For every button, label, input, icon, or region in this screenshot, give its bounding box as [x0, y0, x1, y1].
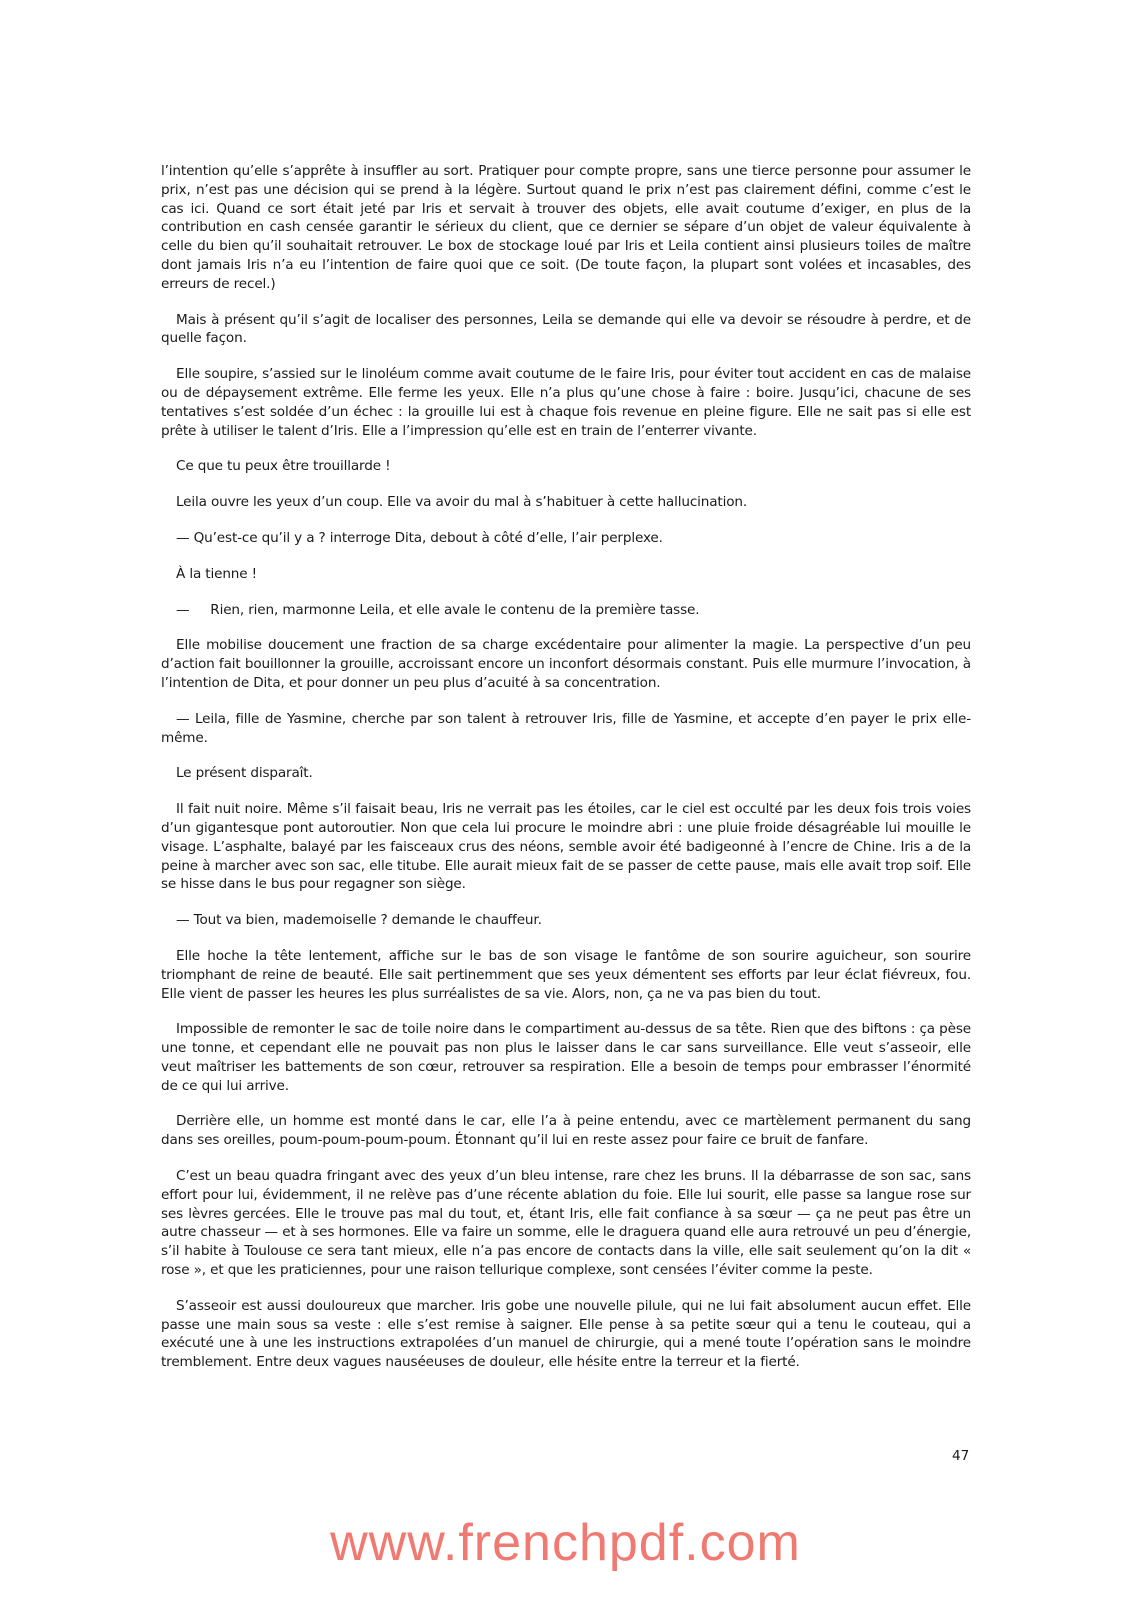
paragraph-1: l’intention qu’elle s’apprête à insuffler au sort. Pratiquer pour compte propre, sans une tierce personne pour assumer le prix, n’est pas une décision qui se prend à la légère. Surtout quand le prix n’est pas clairement défini, comme c’est le cas ici. Quand ce sort était jeté par Iris et servait à trouver des objets, elle avait coutume d’exiger, en plus de la contribution en cash censée garantir le sérieux du client, que ce dernier se sépare d’un objet de valeur équivalente à celle du bien qu’il souhaitait retrouver. Le box de stockage loué par Iris et Leila contient ainsi plusieurs toiles de maître dont jamais Iris n’a eu l’intention de faire quoi que ce soit. (De toute façon, la plupart sont volées et incasables, des erreurs de recel.) — [161, 163, 971, 292]
paragraph-9: Elle mobilise doucement une fraction de sa charge excédentaire pour alimenter la magie. La perspective d’un peu d’action fait bouillonner la grouille, accroissant encore un inconfort désormais constant. Puis elle murmure l’invocation, à l’intention de Dita, et pour donner un peu plus d’acuité à sa concentration. — [161, 637, 971, 691]
paragraph-13: — Tout va bien, mademoiselle ? demande le chauffeur. — [176, 912, 542, 929]
paragraph-4: Ce que tu peux être trouillarde ! — [176, 458, 391, 475]
paragraph-16: Derrière elle, un homme est monté dans le car, elle l’a à peine entendu, avec ce martèlement permanent du sang dans ses oreilles, poum-poum-poum-poum. Étonnant qu’il lui en reste assez pour faire ce bruit de fanfare. — [161, 1113, 971, 1149]
paragraph-2: Mais à présent qu’il s’agit de localiser des personnes, Leila se demande qui elle va devoir se résoudre à perdre, et de quelle façon. — [161, 311, 971, 347]
paragraph-3: Elle soupire, s’assied sur le linoléum comme avait coutume de le faire Iris, pour éviter tout accident en cas de malaise ou de dépaysement extrême. Elle ferme les yeux. Elle n’a plus qu’une chose à faire : boire. Jusqu’ici, chacune de ses tentatives s’est soldée d’un échec : la grouille lui est à chaque fois revenue en pleine figure. Elle ne sait pas si elle est prête à utiliser le talent d’Iris. Elle a l’impression qu’elle est en train de l’enterrer vivante. — [161, 366, 971, 439]
paragraph-6: — Qu’est-ce qu’il y a ? interroge Dita, debout à côté d’elle, l’air perplexe. — [176, 529, 663, 546]
paragraph-17: C’est un beau quadra fringant avec des yeux d’un bleu intense, rare chez les bruns. Il la débarrasse de son sac, sans effort pour lui, évidemment, il ne relève pas d’une récente ablation du foie. Elle lui sourit, elle passe sa langue rose sur ses lèvres gercées. Elle le trouve pas mal du tout, et, étant Iris, elle fait confiance à sa sœur — ça ne peut pas être un autre chasseur — et à ses hormones. Elle va faire un somme, elle le draguera quand elle aura retrouvé un peu d’énergie, s’il habite à Toulouse ce sera tant mieux, elle n’a pas encore de contacts dans la ville, elle sait seulement qu’on la dit « rose », et que les praticiennes, pour une raison tellurique complexe, sont censées l’éviter comme la peste. — [161, 1168, 971, 1279]
watermark-link[interactable]: www.frenchpdf.com — [330, 1514, 801, 1572]
paragraph-15: Impossible de remonter le sac de toile noire dans le compartiment au-dessus de sa tête. Rien que des biftons : ça pèse une tonne, et cependant elle ne pouvait pas non plus le laisser dans le car sans surveillance. Elle veut s’asseoir, elle veut maîtriser les battements de son cœur, retrouver sa respiration. Elle a besoin de temps pour embrasser l’énormité de ce qui lui arrive. — [161, 1021, 971, 1094]
paragraph-10: — Leila, fille de Yasmine, cherche par son talent à retrouver Iris, fille de Yasmine, et accepte d’en payer le prix elle-même. — [161, 710, 971, 746]
page-number: 47 — [952, 1448, 970, 1464]
paragraph-14: Elle hoche la tête lentement, affiche sur le bas de son visage le fantôme de son sourire aguicheur, son sourire triomphant de reine de beauté. Elle sait pertinemment que ses yeux démentent ses efforts par leur éclat fiévreux, fou. Elle vient de passer les heures les plus surréalistes de sa vie. Alors, non, ça ne va pas bien du tout. — [161, 947, 971, 1002]
paragraph-8: — Rien, rien, marmonne Leila, et elle avale le contenu de la première tasse. — [176, 601, 700, 618]
paragraph-5: Leila ouvre les yeux d’un coup. Elle va avoir du mal à s’habituer à cette hallucination. — [176, 494, 748, 511]
paragraph-18: S’asseoir est aussi douloureux que marcher. Iris gobe une nouvelle pilule, qui ne lui fait absolument aucun effet. Elle passe une main sous sa veste : elle s’est remise à saigner. Elle pense à sa petite sœur qui a tenu le couteau, qui a exécuté une à une les instructions extrapolées d’un manuel de chirurgie, qui a mené toute l’opération sans le moindre tremblement. Entre deux vagues nauséeuses de douleur, elle hésite entre la terreur et la fierté. — [161, 1297, 971, 1371]
paragraph-12: Il fait nuit noire. Même s’il faisait beau, Iris ne verrait pas les étoiles, car le ciel est occulté par les deux fois trois voies d’un gigantesque pont autoroutier. Non que cela lui procure le moindre abri : une pluie froide désagréable lui mouille le visage. L’asphalte, balayé par les faisceaux crus des néons, semble avoir été badigeonné à l’encre de Chine. Iris a de la peine à marcher avec son sac, elle titube. Elle aurait mieux fait de se passer de cette pause, mais elle avait trop soif. Elle se hisse dans le bus pour regagner son siège. — [161, 801, 971, 893]
page-body — [161, 162, 971, 1389]
paragraph-11: Le présent disparaît. — [176, 765, 313, 782]
paragraph-7: À la tienne ! — [176, 565, 257, 582]
